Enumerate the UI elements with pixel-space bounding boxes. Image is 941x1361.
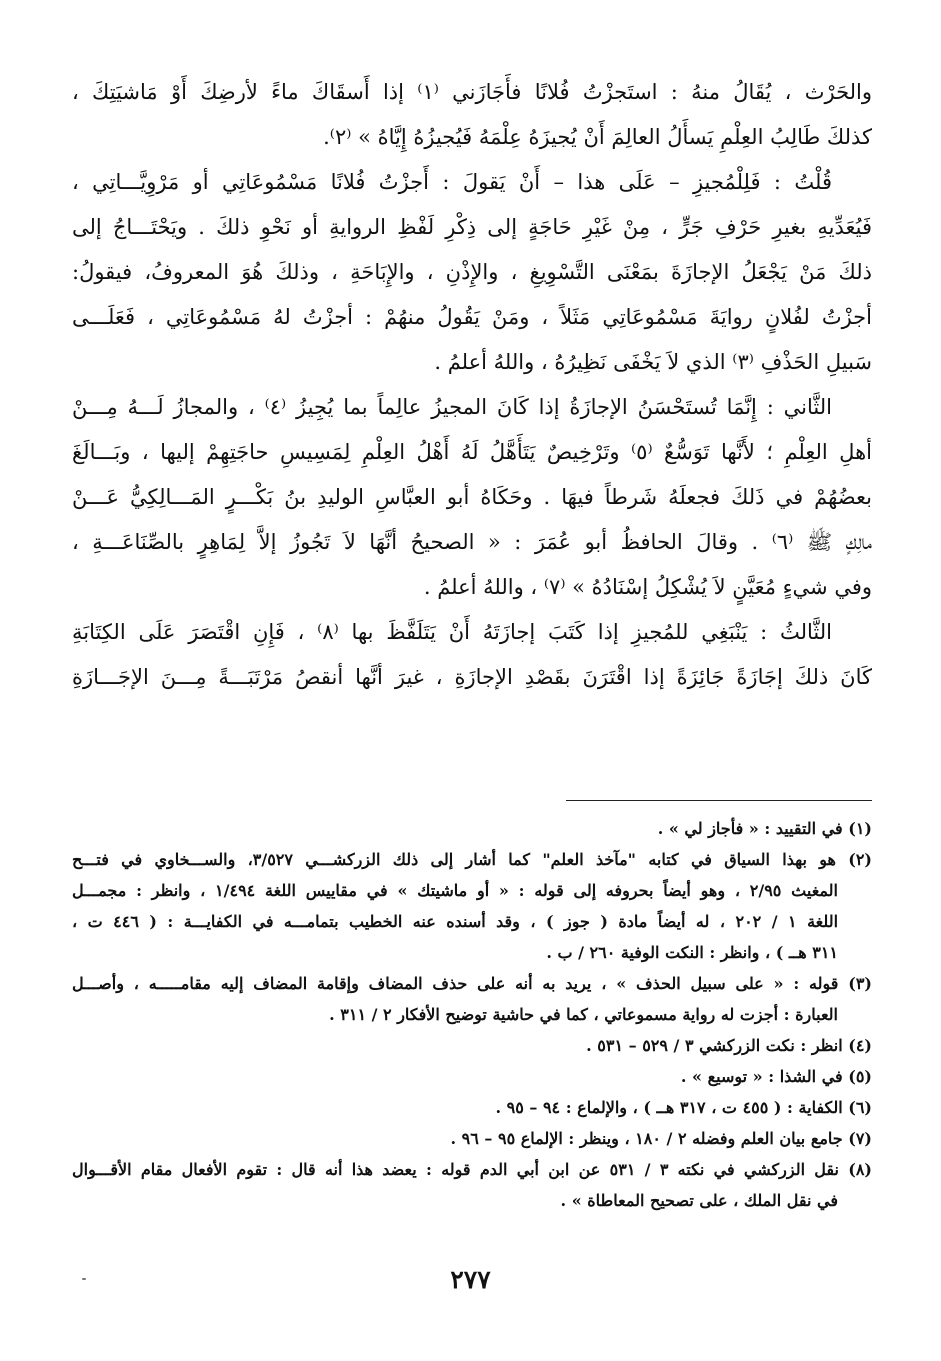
text-line: كذلكَ طَالِبُ العِلْمِ يَسأَلُ العالِمَ أَنْ يُجيزَهُ عِلْمَهُ فَيُجيزُهُ إِيَّاهُ » ⁽٢⁾. [323,125,872,149]
footnote-line: (١) في التقييد : « فأجاز لي » . [657,819,872,838]
text-line: فَيُعَدِّيهِ بغيرِ حَرْفِ جَرٍّ ، مِنْ غَيْرِ حَاجَةٍ إلى ذِكْرِ لَفْظِ الروايةِ أو نَحْوِ ذلكَ . ويَحْتَـــاجُ إلى [72,215,872,239]
footnote-line: (٨) نقل الزركشي في نكته ٣ / ٥٣١ عن ابن أبي الدم قوله : يعضد هذا أنه قال : تقوم الأفعال مقام الأقـــوال [72,1160,872,1179]
text-line: سَبيلِ الحَذْفِ ⁽٣⁾ الذي لاَ يَخْفَى نَظِيرُهُ ، واللهُ أعلمُ . [434,350,872,374]
text-line: الثَّاني : إِنَّمَا تُستَحْسَنُ الإجازَةُ إذا كَانَ المجيزُ عالِماً بما يُجِيزُ ⁽٤⁾ ، والمجازُ لَـــهُ مِـــنْ [72,395,832,419]
text-line: مالِكٍ ﷺ ⁽٦⁾ . وقالَ الحافظُ أبو عُمَرَ : « الصحيحُ أنَّهَا لاَ تَجُوزُ إلاَّ لِمَاهِرٍ بالصِّنَاعَـــةِ ، [72,530,872,554]
text-line: بعضُهُمْ في ذَلكَ فجعلَهُ شَرطاً فيهَا . وحَكَاهُ أبو العبَّاسِ الوليدِ بنُ بَكْـــرٍ المَـــالِكِيُّ عَـــنْ [72,485,872,509]
footnote-line: (٣) قوله : « على سبيل الحذف » ، يريد به أنه على حذف المضاف وإقامة المضاف إليه مقامـــــه ، وأصـــل [72,974,872,993]
footnote-line: (٢) هو بهذا السياق في كتابه "مآخذ العلم" كما أشار إلى ذلك الزركشـــي ٣/٥٢٧، والســـخاوي في فتـــح [72,850,872,869]
main-text [72,70,872,700]
footnote-line: (٦) الكفاية : ( ٤٥٥ ت ، ٣١٧ هــ ) ، والإلماع : ٩٤ – ٩٥ . [495,1098,872,1117]
text-line: ذلكَ مَنْ يَجْعَلُ الإجازَةَ بمَعْنَى التَّسْوِيغِ ، والإِذْنِ ، والإِبَاحَةِ ، وذلكَ هُوَ المعروفُ، فيقولُ: [72,260,872,284]
footnotes [72,813,872,1216]
text-line: الثَّالثُ : يَنْبَغِي للمُجيزِ إذا كَتَبَ إجازَتَهُ أَنْ يَتَلَفَّظَ بها ⁽٨⁾ ، فَإِنِ اقْتَصَرَ عَلَى الكِتَابَةِ [72,620,832,644]
text-line: كَانَ ذلكَ إجَازَةً جَائِزَةً إذا اقْتَرَنَ بقَصْدِ الإجازَةِ ، غيرَ أنَّها أنقصُ مَرْتَبَـــةً مِـــنَ الإجَـــازَةِ [72,665,872,689]
text-line: أجزْتُ لفُلانٍ روايَةَ مَسْمُوعَاتِي مَثَلاً ، ومَنْ يَقُولُ منهُمْ : أجزْتُ لهُ مَسْمُوعَاتِي ، فَعَلَـــى [72,305,872,329]
page-number: ٢٧٧ [450,1265,491,1294]
footnote-line: (٥) في الشذا : « توسيع » . [680,1067,872,1086]
footnote-line: (٧) جامع بيان العلم وفضله ٢ / ١٨٠ ، وينظر : الإلماع ٩٥ – ٩٦ . [450,1129,872,1148]
text-line: قُلْتُ : فَلِلْمُجيزِ – عَلَى هذا – أَنْ يَقولَ : أَجزْتُ فُلانًا مَسْمُوعَاتِي أو مَرْوِيَّـــاتِي ، [72,170,832,194]
text-line: أهلِ العِلْمِ ؛ لأَنَّها تَوَسُّعٌ ⁽٥⁾ وتَرْخِيصٌ يَتَأَهَّلُ لَهُ أَهْلُ العِلْمِ لِمَسِيسِ حاجَتِهِمْ إليها ، وبَـــالَغَ [72,440,872,464]
footnote-line: المغيث ٢/٩٥ ، وهو أيضاً بحروفه إلى قوله : « أو ماشيتك » في مقاييس اللغة ١/٤٩٤ ، وانظر : مجمـــل [72,881,838,900]
text-line: والحَرْث ، يُقَالُ منهُ : استَجزْتُ فُلانًا فأَجَازَني ⁽١⁾ إذا أَسقَاكَ ماءً لأرضِكَ أَوْ مَاشيَتِكَ ، [72,80,872,104]
footnote-line: في نقل الملك ، على تصحيح المعاطاة » . [560,1191,838,1210]
scan-speck [82,1278,86,1280]
footnote-line: ٣١١ هــ ) ، وانظر : النكت الوفية ٢٦٠ / ب . [546,943,838,962]
footnote-line: اللغة ١ / ٢٠٢ ، له أيضاً مادة ( جوز ) ، وقد أسنده عنه الخطيب بتمامـــه في الكفايـــة : ( ٤٤٦ ت ، [72,912,839,931]
footnote-line: (٤) انظر : نكت الزركشي ٣ / ٥٢٩ – ٥٣١ . [586,1036,872,1055]
footnote-divider [566,800,872,801]
footnote-line: العبارة : أجزت له رواية مسموعاتي ، كما في حاشية توضيح الأفكار ٢ / ٣١١ . [329,1005,838,1024]
text-line: وفي شيءٍ مُعَيَّنٍ لاَ يُشْكِلُ إسْنَادُهُ » ⁽٧⁾ ، واللهُ أعلمُ . [423,575,872,599]
